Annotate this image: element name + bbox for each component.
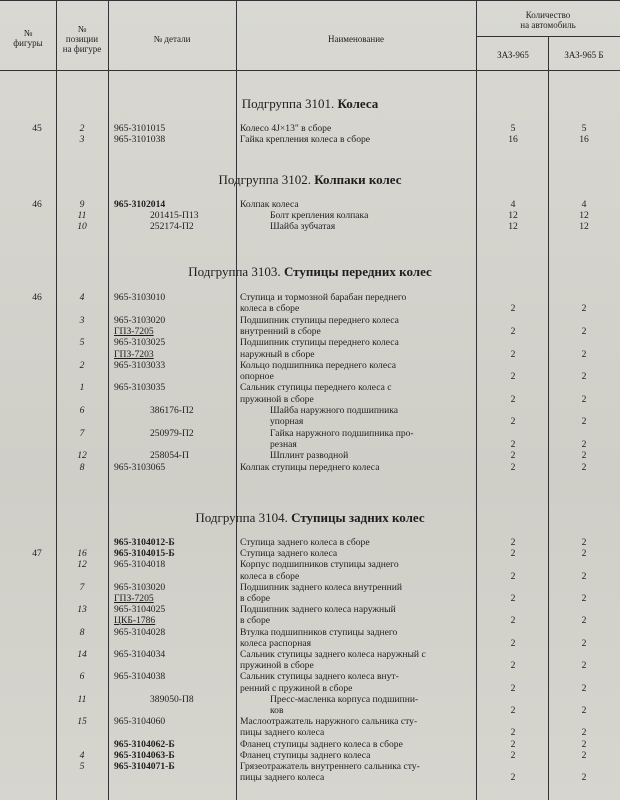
part-number: 965-3103033 xyxy=(114,359,166,371)
position-number: 15 xyxy=(77,716,87,728)
part-name: пицы заднего колеса xyxy=(240,728,325,739)
qty-zaz-965: 2 xyxy=(510,749,516,761)
part-number: 965-3104012-Б xyxy=(114,537,175,548)
qty-zaz-965: 16 xyxy=(508,134,518,145)
part-name: колеса распорная xyxy=(240,638,312,649)
header-top-rule xyxy=(0,0,620,1)
qty-zaz-965: 2 xyxy=(510,660,516,672)
position-number: 1 xyxy=(79,382,85,394)
table-row xyxy=(0,463,620,475)
subgroup-title xyxy=(0,510,620,526)
subgroup-prefix: Подгруппа 3102. xyxy=(218,172,311,187)
qty-zaz-965b: 2 xyxy=(581,416,587,428)
header-bottom-rule xyxy=(0,70,620,71)
position-number: 9 xyxy=(79,199,85,210)
part-name: пружиной в сборе xyxy=(240,394,314,405)
part-number: 965-3104034 xyxy=(114,649,166,660)
qty-zaz-965b: 2 xyxy=(581,593,587,604)
qty-zaz-965b: 2 xyxy=(581,705,587,716)
part-number: 389050-П8 xyxy=(150,693,194,705)
table-row xyxy=(0,628,620,640)
qty-zaz-965b: 2 xyxy=(581,393,587,405)
part-number: 965-3104018 xyxy=(114,559,166,571)
position-number: 5 xyxy=(79,337,85,349)
qty-header-rule xyxy=(476,36,620,37)
qty-zaz-965: 2 xyxy=(510,461,516,473)
qty-zaz-965: 2 xyxy=(510,371,516,383)
table-row xyxy=(0,605,620,617)
header-zaz-965b: ЗАЗ-965 Б xyxy=(564,50,604,60)
part-name: Корпус подшипников ступицы заднего xyxy=(240,560,399,571)
part-name: Болт крепления колпака xyxy=(270,211,369,221)
header-position-no: № позиции на фигуре xyxy=(62,24,102,54)
table-row xyxy=(0,706,620,718)
position-number: 12 xyxy=(77,559,87,571)
part-name: Ступица заднего колеса в сборе xyxy=(240,538,370,548)
part-number: 965-3103020 xyxy=(114,581,166,593)
position-number: 6 xyxy=(79,405,85,416)
qty-zaz-965: 2 xyxy=(510,615,516,627)
header-name: Наименование xyxy=(327,34,385,44)
part-name: колеса в сборе xyxy=(240,571,300,582)
part-name: Подшипник заднего колеса наружный xyxy=(240,605,396,616)
table-row xyxy=(0,440,620,452)
table-row xyxy=(0,338,620,350)
part-name: Фланец ступицы заднего колеса xyxy=(240,750,371,761)
table-row xyxy=(0,350,620,362)
qty-zaz-965: 12 xyxy=(508,210,518,221)
table-row xyxy=(0,135,620,147)
table-row xyxy=(0,773,620,785)
table-row xyxy=(0,639,620,651)
header-figure-no: № фигуры xyxy=(13,28,43,48)
part-number: ГПЗ-7205 xyxy=(114,593,154,604)
part-number: 965-3101015 xyxy=(114,123,166,134)
qty-zaz-965: 2 xyxy=(510,682,516,694)
subgroup-name: Ступицы передних колес xyxy=(283,264,432,279)
qty-zaz-965b: 2 xyxy=(581,461,587,473)
part-number: 965-3104028 xyxy=(114,626,166,638)
table-row xyxy=(0,293,620,305)
table-row xyxy=(0,650,620,662)
qty-zaz-965b: 2 xyxy=(581,548,587,560)
part-name: Колпак ступицы переднего колеса xyxy=(240,462,380,473)
part-name: Колесо 4J×13" в сборе xyxy=(240,124,332,134)
table-row xyxy=(0,316,620,328)
part-number: 965-3104071-Б xyxy=(114,761,175,772)
subgroup-title xyxy=(0,264,620,280)
table-row xyxy=(0,395,620,407)
qty-zaz-965: 12 xyxy=(508,221,518,232)
part-name: ренний с пружиной в сборе xyxy=(240,683,353,694)
part-name: Сальник ступицы заднего колеса наружный с xyxy=(240,650,426,660)
position-number: 2 xyxy=(79,359,85,371)
qty-zaz-965b: 2 xyxy=(581,637,587,649)
qty-zaz-965: 2 xyxy=(510,416,516,428)
qty-zaz-965b: 2 xyxy=(581,450,587,462)
part-name: в сборе xyxy=(240,594,271,604)
table-row xyxy=(0,762,620,774)
table-row xyxy=(0,616,620,628)
part-number: 965-3104062-Б xyxy=(114,738,175,750)
table-row xyxy=(0,383,620,395)
part-name: опорное xyxy=(240,372,274,383)
subgroup-prefix: Подгруппа 3101. xyxy=(241,96,335,111)
qty-zaz-965b: 2 xyxy=(581,727,587,739)
part-name: наружный в сборе xyxy=(240,349,315,360)
position-number: 7 xyxy=(79,427,85,439)
qty-zaz-965: 2 xyxy=(510,325,516,337)
position-number: 2 xyxy=(79,123,85,134)
qty-zaz-965: 2 xyxy=(510,393,516,405)
qty-zaz-965: 2 xyxy=(510,570,516,582)
table-row xyxy=(0,372,620,384)
qty-zaz-965b: 2 xyxy=(581,749,587,761)
position-number: 8 xyxy=(79,461,85,473)
position-number: 13 xyxy=(77,604,87,616)
qty-zaz-965: 2 xyxy=(510,738,516,750)
table-row xyxy=(0,661,620,673)
subgroup-name: Колеса xyxy=(337,96,379,111)
qty-zaz-965b: 4 xyxy=(581,199,587,210)
part-name: Шайба зубчатая xyxy=(270,222,336,232)
qty-zaz-965b: 2 xyxy=(581,303,587,315)
part-name: Колпак колеса xyxy=(240,200,299,210)
position-number: 16 xyxy=(77,548,87,560)
subgroup-name: Ступицы задних колес xyxy=(291,510,425,525)
qty-zaz-965b: 2 xyxy=(581,772,587,784)
position-number: 5 xyxy=(79,761,85,772)
subgroup-prefix: Подгруппа 3104. xyxy=(195,510,288,525)
table-row xyxy=(0,672,620,684)
part-name: Сальник ступицы заднего колеса внут- xyxy=(240,672,399,683)
part-number: 250979-П2 xyxy=(150,427,194,439)
position-number: 10 xyxy=(77,221,87,232)
part-name: Шплинт разводной xyxy=(270,451,349,462)
table-row xyxy=(0,304,620,316)
qty-zaz-965b: 2 xyxy=(581,438,587,450)
part-name: в сборе xyxy=(240,616,271,627)
header-quantity: Количество на автомобиль xyxy=(520,10,576,30)
part-name: Гайка крепления колеса в сборе xyxy=(240,135,371,145)
subgroup-prefix: Подгруппа 3103. xyxy=(188,264,281,279)
part-name: Подшипник ступицы переднего колеса xyxy=(240,315,399,326)
table-row xyxy=(0,717,620,729)
qty-zaz-965b: 2 xyxy=(581,615,587,627)
position-number: 11 xyxy=(77,693,87,705)
table-row xyxy=(0,751,620,763)
qty-zaz-965: 2 xyxy=(510,705,516,716)
table-row xyxy=(0,684,620,696)
part-number: 965-3101038 xyxy=(114,134,166,145)
qty-zaz-965: 2 xyxy=(510,772,516,784)
part-number: 386176-П2 xyxy=(150,405,194,416)
figure-number: 47 xyxy=(32,548,42,560)
table-row xyxy=(0,222,620,234)
qty-zaz-965: 2 xyxy=(510,450,516,462)
figure-number: 45 xyxy=(32,123,42,134)
qty-zaz-965: 2 xyxy=(510,348,516,360)
part-number: 965-3103065 xyxy=(114,461,166,473)
table-row xyxy=(0,549,620,561)
qty-zaz-965: 2 xyxy=(510,438,516,450)
qty-zaz-965b: 5 xyxy=(581,123,587,134)
table-row xyxy=(0,560,620,572)
table-row xyxy=(0,361,620,373)
part-name: Ступица заднего колеса xyxy=(240,549,338,560)
part-name: Гайка наружного подшипника про- xyxy=(270,428,414,439)
table-row xyxy=(0,429,620,441)
part-number: 201415-П13 xyxy=(150,210,199,221)
position-number: 4 xyxy=(79,292,85,303)
position-number: 14 xyxy=(77,649,87,660)
part-name: Подшипник заднего колеса внутренний xyxy=(240,582,403,593)
position-number: 12 xyxy=(77,450,87,462)
qty-zaz-965b: 2 xyxy=(581,537,587,548)
part-name: резная xyxy=(270,439,297,450)
part-number: 965-3104063-Б xyxy=(114,749,175,761)
figure-number: 46 xyxy=(32,292,42,303)
position-number: 8 xyxy=(79,626,85,638)
part-number: 965-3102014 xyxy=(114,199,166,210)
qty-zaz-965: 2 xyxy=(510,637,516,649)
subgroup-title xyxy=(0,172,620,188)
table-row xyxy=(0,695,620,707)
qty-zaz-965b: 2 xyxy=(581,570,587,582)
part-number: 258054-П xyxy=(150,450,189,462)
part-name: ков xyxy=(270,706,284,716)
table-row xyxy=(0,572,620,584)
position-number: 11 xyxy=(77,210,87,221)
position-number: 3 xyxy=(79,134,85,145)
qty-zaz-965: 2 xyxy=(510,727,516,739)
qty-zaz-965b: 2 xyxy=(581,738,587,750)
qty-zaz-965: 2 xyxy=(510,548,516,560)
part-number: 965-3104060 xyxy=(114,716,166,728)
part-name: Фланец ступицы заднего колеса в сборе xyxy=(240,739,403,750)
part-name: пицы заднего колеса xyxy=(240,773,325,784)
header-part-no: № детали xyxy=(153,34,191,44)
position-number: 7 xyxy=(79,581,85,593)
part-number: 965-3103010 xyxy=(114,292,166,303)
part-name: Сальник ступицы переднего колеса с xyxy=(240,383,392,394)
qty-zaz-965: 2 xyxy=(510,593,516,604)
qty-zaz-965b: 2 xyxy=(581,325,587,337)
qty-zaz-965b: 12 xyxy=(579,210,589,221)
qty-zaz-965: 4 xyxy=(510,199,516,210)
part-name: упорная xyxy=(270,417,304,428)
position-number: 6 xyxy=(79,671,85,683)
position-number: 3 xyxy=(79,314,85,326)
subgroup-title xyxy=(0,96,620,112)
part-name: Пресс-масленка корпуса подшипни- xyxy=(270,694,419,705)
part-number: 965-3104038 xyxy=(114,671,166,683)
qty-zaz-965b: 2 xyxy=(581,660,587,672)
part-number: ГПЗ-7203 xyxy=(114,348,154,360)
qty-zaz-965: 2 xyxy=(510,303,516,315)
part-name: колеса в сборе xyxy=(240,304,300,315)
qty-zaz-965: 2 xyxy=(510,537,516,548)
part-name: Маслоотражатель наружного сальника сту- xyxy=(240,717,418,728)
part-number: ГПЗ-7205 xyxy=(114,325,154,337)
qty-zaz-965b: 12 xyxy=(579,221,589,232)
table-row xyxy=(0,728,620,740)
subgroup-name: Колпаки колес xyxy=(314,172,402,187)
part-name: Шайба наружного подшипника xyxy=(270,406,399,416)
table-row xyxy=(0,327,620,339)
part-name: пружиной в сборе xyxy=(240,661,314,672)
part-number: 965-3104025 xyxy=(114,604,166,616)
part-number: ЦКБ-1786 xyxy=(114,615,156,627)
part-number: 965-3103025 xyxy=(114,337,166,349)
qty-zaz-965b: 2 xyxy=(581,682,587,694)
table-row xyxy=(0,406,620,418)
part-number: 965-3103035 xyxy=(114,382,166,394)
table-row xyxy=(0,583,620,595)
part-name: Кольцо подшипника переднего колеса xyxy=(240,360,396,371)
table-row xyxy=(0,594,620,606)
table-row xyxy=(0,451,620,463)
figure-number: 46 xyxy=(32,199,42,210)
table-row xyxy=(0,740,620,752)
part-name: Грязеотражатель внутреннего сальника сту- xyxy=(240,762,420,772)
qty-zaz-965b: 2 xyxy=(581,348,587,360)
part-name: Втулка подшипников ступицы заднего xyxy=(240,627,398,638)
table-row xyxy=(0,417,620,429)
part-number: 252174-П2 xyxy=(150,221,194,232)
position-number: 4 xyxy=(79,749,85,761)
part-number: 965-3103020 xyxy=(114,314,166,326)
qty-zaz-965: 5 xyxy=(510,123,516,134)
table-row xyxy=(0,538,620,550)
header-zaz-965: ЗАЗ-965 xyxy=(497,50,529,60)
part-name: внутренний в сборе xyxy=(240,326,321,337)
qty-zaz-965b: 16 xyxy=(579,134,589,145)
part-name: Подшипник ступицы переднего колеса xyxy=(240,338,399,349)
part-number: 965-3104015-Б xyxy=(114,548,175,560)
qty-zaz-965b: 2 xyxy=(581,371,587,383)
part-name: Ступица и тормозной барабан переднего xyxy=(240,293,407,303)
